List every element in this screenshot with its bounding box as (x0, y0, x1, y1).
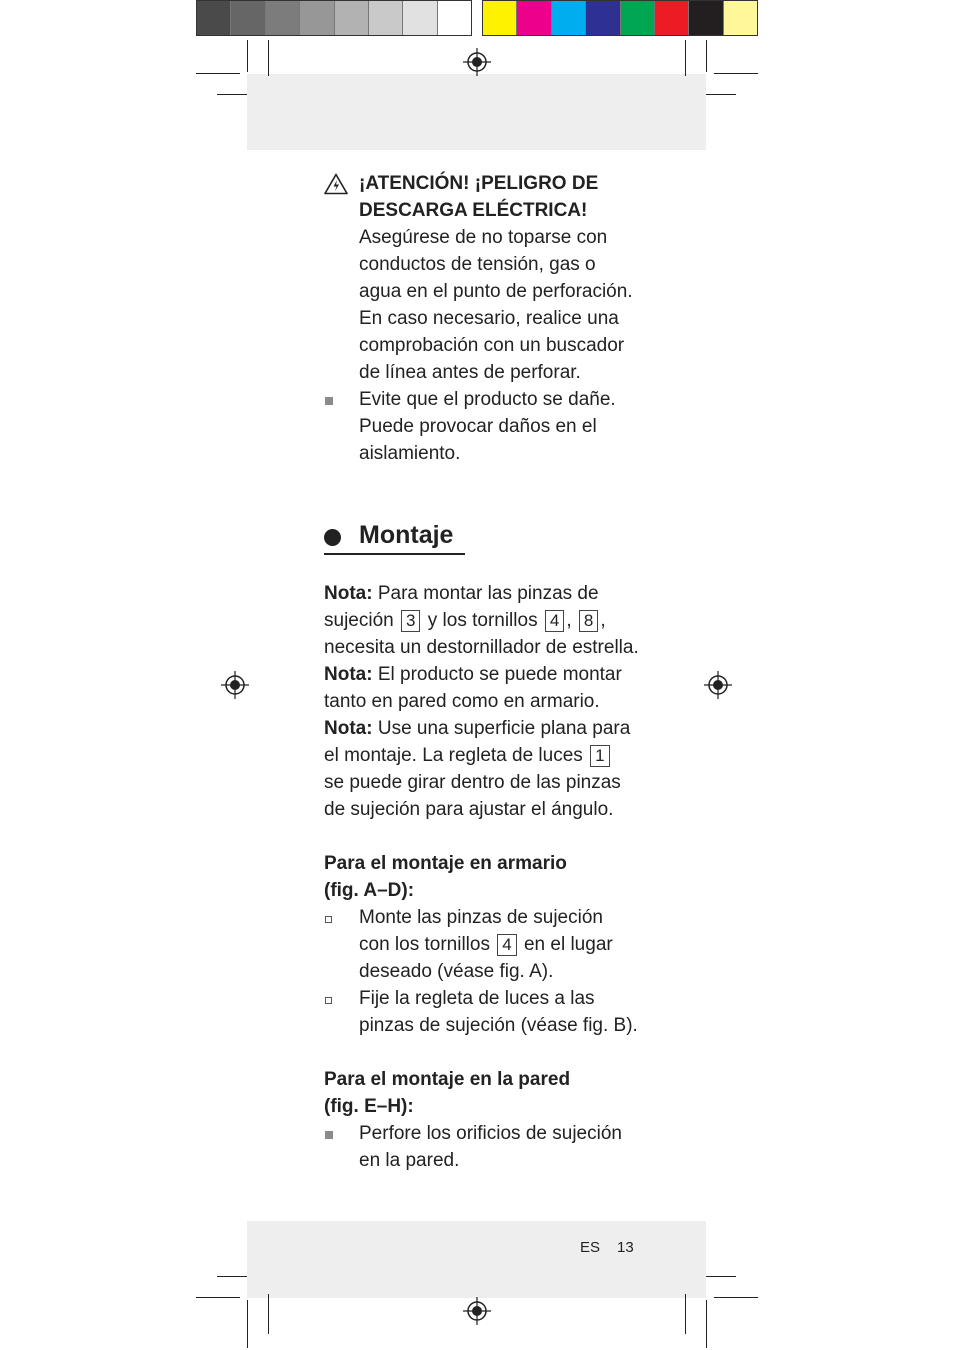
bullet-text-line: aislamiento. (359, 443, 461, 464)
footer-panel (247, 1221, 706, 1298)
language-code: ES (580, 1239, 601, 1256)
subsection-title: Para el montaje en armario (324, 853, 567, 874)
bullet-text-line: Puede provocar daños en el (359, 416, 597, 437)
note-text: El producto se puede montar (372, 664, 622, 685)
warning-text-line: de línea antes de perforar. (359, 362, 581, 383)
heading-underline (324, 553, 465, 555)
color-swatch (621, 1, 655, 35)
color-swatch (335, 1, 369, 35)
part-number: 8 (579, 610, 598, 632)
crop-mark (685, 40, 686, 76)
color-swatch (231, 1, 265, 35)
manual-content (324, 170, 644, 1174)
note-text: Use una superficie plana para (372, 718, 631, 739)
square-bullet-icon (325, 1131, 333, 1139)
page-footer (580, 1239, 651, 1256)
bullet-dot-icon (324, 529, 341, 546)
bullet-text-line: Evite que el producto se dañe. (359, 389, 616, 410)
note-text: de sujeción para ajustar el ángulo. (324, 799, 614, 820)
crop-mark (196, 73, 240, 74)
registration-mark-icon (463, 48, 491, 76)
subsection-heading (324, 1066, 644, 1120)
note-label: Nota: (324, 583, 373, 604)
section-title: Montaje (359, 521, 454, 549)
step-text: pinzas de sujeción (véase fig. B). (359, 1015, 638, 1036)
crop-mark (706, 1300, 707, 1348)
step-text: Perfore los orificios de sujeción (359, 1123, 622, 1144)
color-swatch (300, 1, 334, 35)
color-swatch (586, 1, 620, 35)
crop-mark (268, 40, 269, 76)
color-swatch (724, 1, 757, 35)
checkbox-step (324, 985, 644, 1039)
step-text: con los tornillos (359, 934, 496, 955)
warning-triangle-icon (324, 173, 348, 195)
step-text: deseado (véase fig. A). (359, 961, 554, 982)
part-number: 3 (401, 610, 420, 632)
warning-title: DESCARGA ELÉCTRICA! (359, 200, 588, 221)
subsection-title: Para el montaje en la pared (324, 1069, 571, 1090)
part-number: 1 (590, 745, 609, 767)
crop-mark (706, 94, 736, 95)
header-panel (247, 74, 706, 150)
note-text: tanto en pared como en armario. (324, 691, 600, 712)
crop-mark (217, 94, 247, 95)
color-swatch (552, 1, 586, 35)
page-number: 13 (617, 1239, 634, 1256)
grayscale-calibration-bar (196, 0, 472, 36)
crop-mark (714, 1297, 758, 1298)
color-swatch (483, 1, 517, 35)
crop-mark (247, 40, 248, 72)
note-label: Nota: (324, 718, 373, 739)
warning-text-line: Asegúrese de no toparse con (359, 227, 608, 248)
checkbox-bullet-icon (325, 997, 332, 1004)
step-text: Monte las pinzas de sujeción (359, 907, 603, 928)
step-text: en la pared. (359, 1150, 460, 1171)
step-text: Fije la regleta de luces a las (359, 988, 595, 1009)
note-text: y los tornillos (422, 610, 543, 631)
step-text: en el lugar (518, 934, 613, 955)
warning-text-line: En caso necesario, realice una (359, 308, 619, 329)
subsection-title: (fig. A–D): (324, 880, 415, 901)
color-calibration-bar (482, 0, 758, 36)
checkbox-step (324, 904, 644, 985)
crop-mark (268, 1294, 269, 1334)
registration-mark-icon (221, 671, 249, 699)
color-swatch (655, 1, 689, 35)
crop-mark (706, 1276, 736, 1277)
section-heading (324, 517, 644, 557)
crop-mark (714, 73, 758, 74)
color-swatch (369, 1, 403, 35)
crop-mark (217, 1276, 247, 1277)
note-text: Para montar las pinzas de (372, 583, 599, 604)
crop-mark (247, 1300, 248, 1348)
bullet-item (324, 386, 644, 467)
part-number: 4 (545, 610, 564, 632)
crop-mark (706, 40, 707, 72)
note-text: necesita un destornillador de estrella. (324, 637, 639, 658)
note-text: , (600, 610, 606, 631)
color-swatch (266, 1, 300, 35)
checkbox-bullet-icon (325, 916, 332, 923)
note-text: se puede girar dentro de las pinzas (324, 772, 621, 793)
registration-mark-icon (463, 1297, 491, 1325)
registration-mark-icon (704, 671, 732, 699)
note-text: sujeción (324, 610, 399, 631)
note-text: el montaje. La regleta de luces (324, 745, 589, 766)
warning-title: ¡ATENCIÓN! ¡PELIGRO DE (359, 173, 599, 194)
color-swatch (689, 1, 723, 35)
note-block (324, 580, 644, 823)
color-swatch (197, 1, 231, 35)
subsection-heading (324, 850, 644, 904)
warning-text-line: comprobación con un buscador (359, 335, 625, 356)
color-swatch (517, 1, 551, 35)
color-swatch (403, 1, 437, 35)
crop-mark (685, 1294, 686, 1334)
note-label: Nota: (324, 664, 373, 685)
warning-block (324, 170, 644, 386)
note-text: , (566, 610, 577, 631)
part-number: 4 (497, 934, 516, 956)
warning-text-line: agua en el punto de perforación. (359, 281, 633, 302)
subsection-title: (fig. E–H): (324, 1096, 414, 1117)
color-swatch (438, 1, 471, 35)
warning-text-line: conductos de tensión, gas o (359, 254, 596, 275)
crop-mark (196, 1297, 240, 1298)
square-bullet-icon (325, 397, 333, 405)
bullet-item (324, 1120, 644, 1174)
